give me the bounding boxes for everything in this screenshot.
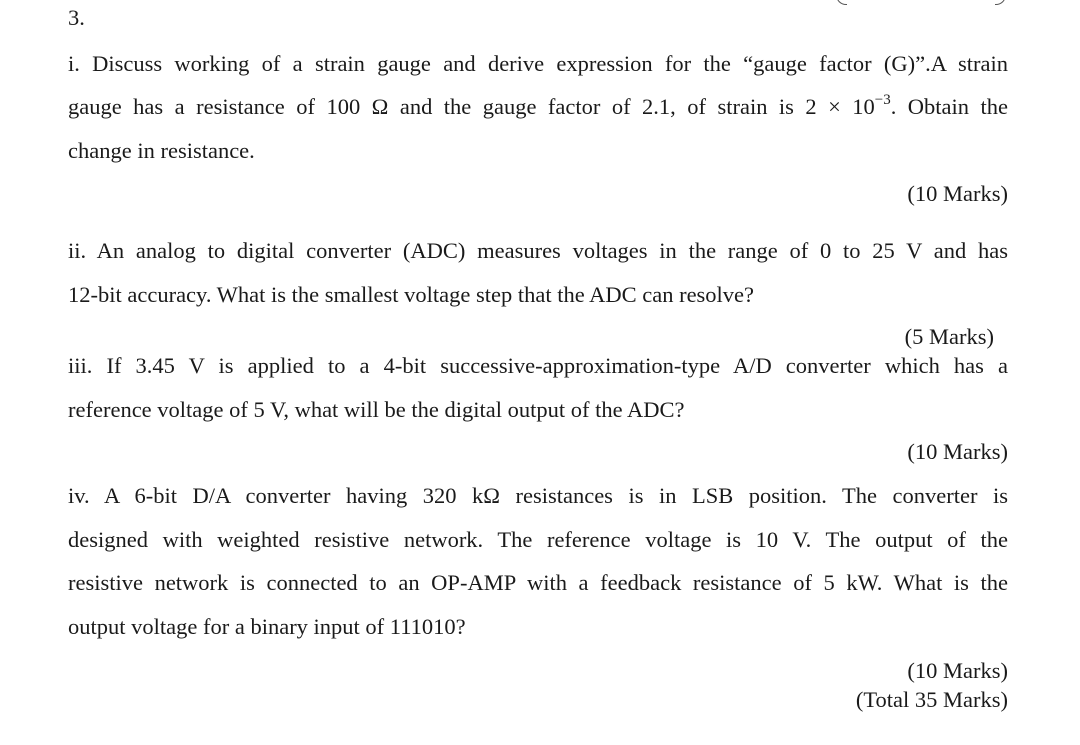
- part-iii-line-1: iii. If 3.45 V is applied to a 4-bit successive-approximation-type A/D converter which has a: [68, 353, 1008, 378]
- total-marks: (Total 35 Marks): [855, 687, 1008, 712]
- part-iii-marks: (10 Marks): [907, 439, 1008, 464]
- part-iii-line-2: reference voltage of 5 V, what will be the digital output of the ADC?: [68, 397, 685, 422]
- part-iv-marks: (10 Marks): [907, 658, 1008, 683]
- part-i-marks: (10 Marks): [907, 181, 1008, 206]
- previous-marks-paren-left: [836, 0, 847, 5]
- part-ii-line-1: ii. An analog to digital converter (ADC) measures voltages in the range of 0 to 25 V and has: [68, 238, 1008, 263]
- question-number: 3.: [68, 5, 85, 30]
- part-i-line-2: [68, 93, 1008, 121]
- part-ii-marks: (5 Marks): [904, 324, 994, 349]
- part-i-line-2-end: . Obtain the: [890, 94, 1008, 119]
- part-iv-line-1: iv. A 6-bit D/A converter having 320 kΩ resistances is in LSB position. The converter is: [68, 483, 1008, 508]
- part-i-line-3: change in resistance.: [68, 138, 255, 163]
- part-ii-line-2: 12-bit accuracy. What is the smallest voltage step that the ADC can resolve?: [68, 282, 755, 307]
- part-iv-line-4: output voltage for a binary input of 111010?: [68, 614, 466, 639]
- previous-marks-paren-right: [995, 0, 1006, 5]
- part-i-line-2-text: gauge has a resistance of 100 Ω and the gauge factor of 2.1, of strain is 2 × 10: [68, 94, 875, 119]
- part-iv-line-3: resistive network is connected to an OP-AMP with a feedback resistance of 5 kW. What is the: [68, 570, 1008, 595]
- part-i-exponent: −3: [874, 91, 891, 108]
- part-i-line-1: i. Discuss working of a strain gauge and derive expression for the “gauge factor (G)”.A strain: [68, 51, 1008, 76]
- part-iv-line-2: designed with weighted resistive network. The reference voltage is 10 V. The output of the: [68, 527, 1008, 552]
